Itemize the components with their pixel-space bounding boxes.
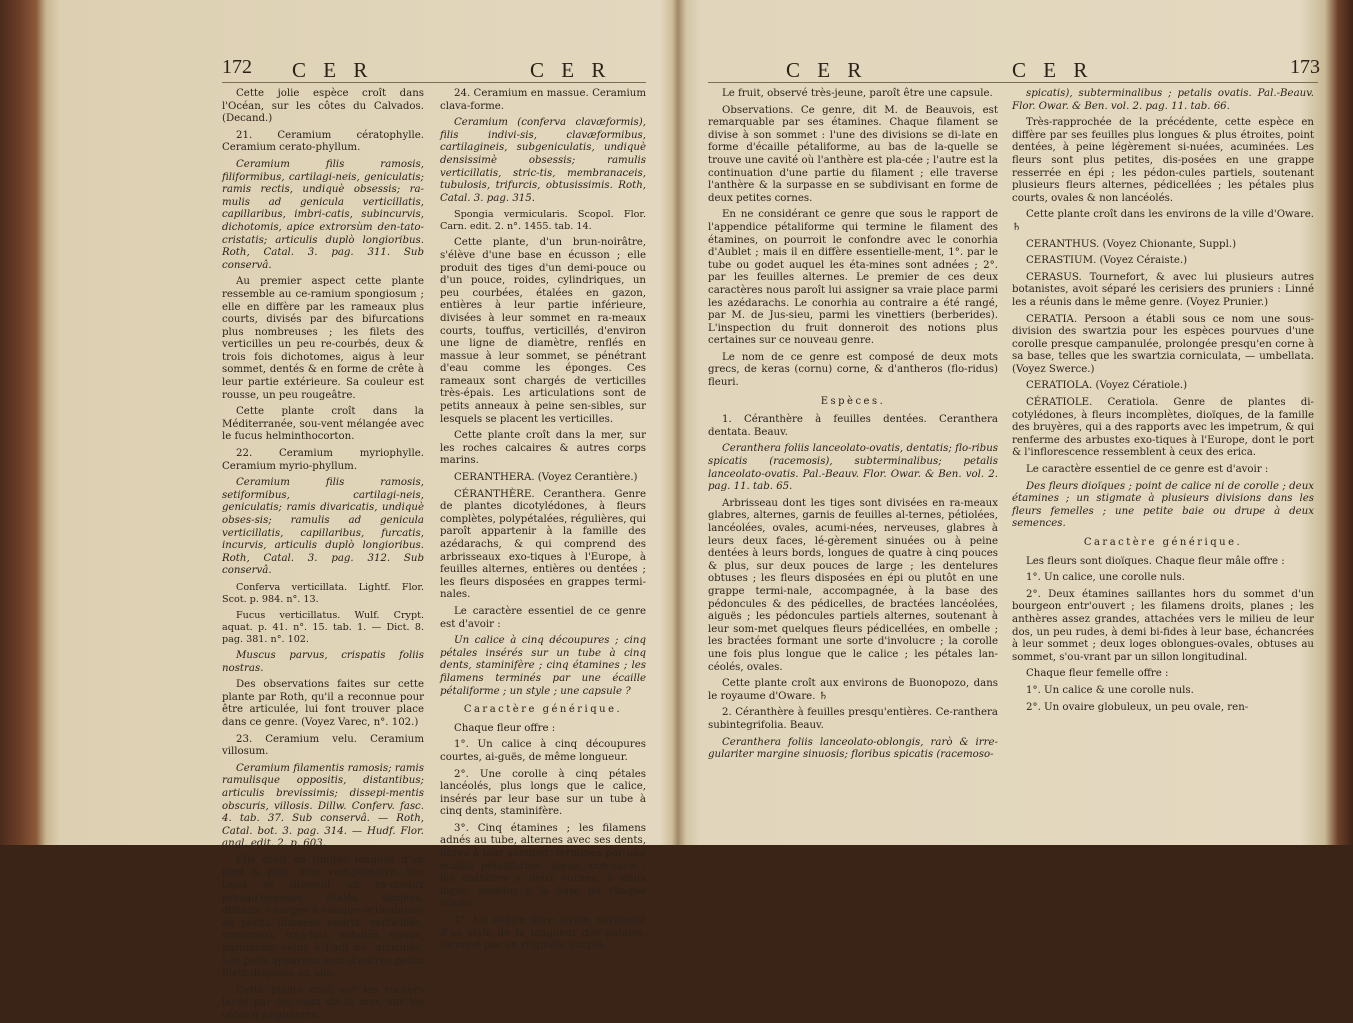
running-header: C E R bbox=[530, 58, 612, 82]
paragraph: 1°. Un calice & une corolle nuls. bbox=[1026, 684, 1194, 696]
text-column bbox=[1012, 88, 1314, 815]
paragraph: 1. Céranthère à feuilles dentées. Ceranthera dentata. Beauv. bbox=[708, 414, 998, 438]
running-header: C E R bbox=[292, 58, 374, 82]
paragraph: CERANTHERA. (Voyez Cerantière.) bbox=[454, 472, 638, 484]
paragraph: Conferva verticillata. Lightf. Flor. Scot. p. 984. n°. 13. bbox=[222, 581, 424, 605]
paragraph: Les fleurs sont dioïques. Chaque fleur mâle offre : bbox=[1026, 555, 1285, 567]
text-column bbox=[440, 88, 647, 952]
running-header: C E R bbox=[786, 58, 868, 82]
page-number: 173 bbox=[1290, 56, 1320, 78]
paragraph: 1°. Un calice à cinq découpures courtes, ai-guës, de même longueur. bbox=[440, 739, 646, 763]
paragraph: Muscus parvus, crispatis foliis nostras. bbox=[222, 649, 424, 674]
paragraph: 2. Céranthère à feuilles presqu'entières. Ce-ranthera subintegrifolia. Beauv. bbox=[708, 707, 998, 731]
paragraph: Observations. Ce genre, dit M. de Beauvois, est remarquable par ses étamines. Chaque filament se divise à son sommet : l'une des divisions se di-late en forme d'écaille pétaliforme, au bas de la-quelle se trouve une cavité où l'anthère est pla-cée ; l'autre est la continuation d'une partie du filament ; elle traverse l'anthère & la surpasse en se subdivisant en forme de deux petites cornes. bbox=[708, 104, 998, 204]
paragraph: CERASTIUM. (Voyez Céraiste.) bbox=[1026, 255, 1188, 267]
paragraph: Cette plante croît dans la Méditerranée, sou-vent mélangée avec le fucus helminthocorton. bbox=[222, 406, 424, 443]
paragraph: 2°. Un ovaire globuleux, un peu ovale, ren- bbox=[1026, 701, 1249, 713]
paragraph: 2°. Deux étamines saillantes hors du sommet d'un bourgeon entr'ouvert ; les filamens droits, planes ; les anthères assez grandes, attachées vers le milieu de leur dos, un peu rudes, à demi bi-fides à leur base, échancrées à leur sommet ; deux loges oblongues-ovales, obtuses au sommet, s'ou-vrant par un sillon longitudinal. bbox=[1012, 588, 1314, 663]
paragraph: Des fleurs dioïques ; point de calice ni de corolle ; deux étamines ; un stigmate à plusieurs divisions dans les fleurs femelles ; une petite baie ou drupe à deux semences. bbox=[1012, 480, 1314, 530]
paragraph: CERATIOLA. (Voyez Cératiole.) bbox=[1026, 380, 1188, 392]
paragraph: Ceramium (conferva clavæformis), filis indivi-sis, clavæformibus, cartilagineis, subgeniculatis, undiquè densissimè obsessis; ramulis verticillatis, stric-tis, membranaceis, tubulosis, trifurcis, obtusissimis. Roth, Catal. 3. pag. 315. bbox=[440, 117, 646, 204]
paragraph: 1°. Un calice, une corolle nuls. bbox=[1026, 572, 1185, 584]
paragraph: Chaque fleur femelle offre : bbox=[1026, 668, 1169, 680]
paragraph: Chaque fleur offre : bbox=[454, 722, 556, 734]
paragraph: 4°. Un ovaire libre, ovale, surmonté d'un style de la longueur des pétales, terminé par un stigmate simple. bbox=[440, 915, 646, 952]
right-page bbox=[680, 0, 1353, 845]
paragraph: Le caractère essentiel de ce genre est d'avoir : bbox=[1026, 464, 1269, 476]
paragraph: Espèces. bbox=[820, 395, 886, 407]
paragraph: Ceramium filis ramosis, setiformibus, cartilagi-neis, geniculatis; ramis divaricatis, undiquè obses-sis; ramulis ad genicula verticillatis, capillaribus, furcatis, incurvis, articulis duplò longioribus. Roth, Catal. 3. pag. 312. Sub conservâ. bbox=[222, 477, 424, 577]
paragraph: Cette plante croît dans les environs de la ville d'Oware. ♄ bbox=[1012, 209, 1314, 233]
paragraph: spicatis), subterminalibus ; petalis ovatis. Pal.-Beauv. Flor. Owar. & Ben. vol. 2. pag. 11. tab. 66. bbox=[1012, 88, 1314, 112]
paragraph: 21. Ceramium cératophylle. Ceramium cerato-phyllum. bbox=[222, 129, 424, 154]
paragraph: Spongia vermicularis. Scopol. Flor. Carn. edit. 2. n°. 1455. tab. 14. bbox=[440, 209, 646, 233]
paragraph: Cette plante croît sur les rochers lavés par les eaux de la mer, sur les côtes d'Angleterre. bbox=[222, 984, 424, 1021]
paragraph: Un calice à cinq découpures ; cinq pétales insérés sur un tube à cinq dents, staminifère ; cinq étamines ; les filamens terminés par une écaille pétaliforme ; un style ; une capsule ? bbox=[440, 635, 646, 697]
paragraph: Le fruit, observé très-jeune, paroît être une capsule. bbox=[722, 88, 993, 99]
paragraph: CERANTHUS. (Voyez Chionante, Suppl.) bbox=[1026, 238, 1237, 250]
paragraph: Fucus verticillatus. Wulf. Crypt. aquat. p. 41. n°. 15. tab. 1. — Dict. 8. pag. 381. n°. 102. bbox=[222, 609, 424, 645]
paragraph: CERATIA. Persoon a établi sous ce nom une sous-division des swartzia pour les espèces pourvues d'une corolle presque campanulée, prolongée presqu'en corne à sa base, telles que les swartzia corniculata, — umbellata. (Voyez Swerce.) bbox=[1012, 313, 1314, 375]
paragraph: 2°. Une corolle à cinq pétales lancéolés, plus longs que le calice, insérés par leur base sur un tube à cinq dents, staminifère. bbox=[440, 768, 646, 818]
paragraph: Le nom de ce genre est composé de deux mots grecs, de keras (cornu) corne, & d'antheros (flo-ridus) fleuri. bbox=[708, 351, 998, 389]
paragraph: 24. Ceramium en massue. Ceramium clava-forme. bbox=[440, 88, 646, 112]
paragraph: Caractère générique. bbox=[463, 704, 623, 716]
paragraph: CERASUS. Tournefort, & avec lui plusieurs autres botanistes, avoit séparé les cerisiers des pruniers : Linné les a réunis dans le même genre. (Voyez Prunier.) bbox=[1012, 271, 1314, 308]
paragraph: Ceranthera foliis lanceolato-ovatis, dentatis; flo-ribus spicatis (racemosis), subterminalibus; petalis lanceolato-ovatis. Pal.-Beauv. Flor. Owar. & Ben. vol. 2. pag. 11. tab. 65. bbox=[708, 443, 998, 493]
paragraph: Caractère générique. bbox=[1083, 537, 1243, 548]
paragraph: Le caractère essentiel de ce genre est d'avoir : bbox=[440, 605, 646, 630]
paragraph: 3°. Cinq étamines ; les filamens adnés au tube, alternes avec ses dents, libres à leur sommet, terminés par une écaille pétaliforme, aiguë, con-cave ; les anthères à deux cornes, à deux loges, sessiles à la base de chaque écaille. bbox=[440, 822, 646, 910]
paragraph: Ceramium filis ramosis, filiformibus, cartilagi-neis, geniculatis; ramis rectis, undiquè obsessis; ra-mulis ad genicula verticillatis, capillaribus, imbri-catis, subincurvis, dichotomis, apice extrorsùm den-tato-cristatis; articulis duplò longioribus. Roth, Catal. 3. pag. 311. Sub conservâ. bbox=[222, 158, 424, 271]
paragraph: Cette jolie espèce croît dans l'Océan, sur les côtes du Calvados. (Decand.) bbox=[222, 88, 424, 125]
paragraph: En ne considérant ce genre que sous le rapport de l'appendice pétaliforme qui termine le filament des étamines, on pourroit le confondre avec le conorhia d'Aublet ; mais il en diffère essentielle-ment, 1°. par le tube ou godet auquel les éta-mines sont adnées ; 2°. par les feuilles alternes. Le premier de ces deux caractères nous paroît lui assigner sa vraie place parmi les azédarachs. Le conorhia au contraire a été rangé, par M. de Jus-sieu, parmi les vinettiers (berberides). L'inspection du fruit donneroit des notions plus certaines sur ce nouveau genre. bbox=[708, 209, 998, 347]
paragraph: Ceranthera foliis lanceolato-oblongis, rarò & irre-gulariter margine sinuosis; floribus spicatis (racemoso- bbox=[708, 736, 998, 761]
paragraph: Au premier aspect cette plante ressemble au ce-ramium spongiosum ; elle en diffère par les rameaux plus courts, divisés par des bifurcations plus nombreuses ; les filets des verticilles un peu re-courbés, deux & trois fois dichotomes, aigus à leur sommet, dentés & en forme de crête à leur partie extérieure. Sa couleur est rousse, un peu rougeâtre. bbox=[222, 276, 424, 401]
paragraph: Cette plante croît dans la mer, sur les roches calcaires & autres corps marins. bbox=[440, 430, 646, 467]
paragraph: Cette plante croît aux environs de Buonopozo, dans le royaume d'Oware. ♄ bbox=[708, 678, 998, 702]
paragraph: Cette plante, d'un brun-noirâtre, s'élève d'une base en écusson ; elle produit des tiges d'un demi-pouce ou d'un pouce, roides, cylindriques, un peu courbées, étalées en gazon, entières à leur partie inférieure, divisées à leur sommet en ra-meaux courts, touffus, verticillés, d'environ une ligne de diamètre, renflés en massue à leur sommet, se pénétrant d'eau comme les éponges. Ces rameaux sont chargés de verticilles très-épais. Les articulations sont de petits anneaux à peine sen-sibles, sur lesquels se placent les verticilles. bbox=[440, 237, 646, 425]
running-header: C E R bbox=[1012, 58, 1094, 82]
paragraph: 23. Ceramium velu. Ceramium villosum. bbox=[222, 733, 424, 758]
paragraph: Des observations faites sur cette plante par Roth, qu'il a reconnue pour être articulée, lui font trouver place dans ce genre. (Voyez Varec, n°. 102.) bbox=[222, 679, 424, 728]
paragraph: Elle croît en touffes longues d'un pied & plus, d'un vert-jaunâtre. Ses tiges se divisent en ra-meaux presqu'opposés, étalés, simples, distans, chargés à chaque articulation de petits filamens courts, verticillés, nombreux, très-fins, subulés, égaux, paroissant velus à l'œil nu, articulés. Les poils apparens sont d'autres petits filets disposés en aile. bbox=[222, 854, 424, 980]
paragraph: 22. Ceramium myriophylle. Ceramium myrio-phyllum. bbox=[222, 448, 424, 472]
paragraph: Ceramium filamentis ramosis; ramis ramulisque oppositis, distantibus; articulis brevissimis; dissepi-mentis obscuris, villosis. Dillw. Conferv. fasc. 4. tab. 37. Sub conservâ. — Roth, Catal. bot. 3. pag. 314. — Hudf. Flor. angl. edit. 2. p. 603. bbox=[222, 762, 424, 850]
paragraph: Très-rapprochée de la précédente, cette espèce en diffère par ses feuilles plus longues & plus étroites, point dentées, à peine légèrement si-nuées, acuminées. Les fleurs sont plus petites, dis-posées en une grappe resserrée en épi ; les pédon-cules partiels, soutenant plusieurs fleurs alternes, pédicellées ; les pétales plus courts, ovales & non lancéolés. bbox=[1012, 117, 1314, 204]
page-number: 172 bbox=[222, 56, 252, 78]
paragraph: Arbrisseau dont les tiges sont divisées en ra-meaux glabres, alternes, garnis de feuilles al-ternes, pétiolées, lancéolées, ovales, acumi-nées, nerveuses, glabres à leurs deux faces, lé-gèrement sinuées ou à peine dentées à leurs bords, longues de quatre à cinq pouces & plus, sur deux pouces de large ; les dentelures obtuses ; les fleurs disposées en épi ou plutôt en une grappe termi-nale, accompagnée, à la base des pédoncules & des pédicelles, de bractées lancéolées, aiguës ; les pédoncules partiels alternes, soutenant à leur som-met quelques fleurs pédicellées, en ombelle ; les bractées formant une sorte d'involucre ; la corolle une fois plus longue que le calice ; les pétales lan-céolés, ovales. bbox=[708, 497, 998, 673]
paragraph: CÉRATIOLE. Ceratiola. Genre de plantes di-cotylédones, à fleurs incomplètes, dioïques, de la famille des bruyères, qui a des rapports avec les impetrum, & qui renferme des arbustes exo-tiques à l'Europe, dont le port & l'inflorescence ressemblent à ceux des erica. bbox=[1012, 397, 1314, 459]
text-column bbox=[222, 88, 424, 1021]
header-rule bbox=[708, 82, 1318, 83]
header-rule bbox=[222, 82, 646, 83]
paragraph: CÉRANTHÈRE. Ceranthera. Genre de plantes dicotylédones, à fleurs complètes, polypétalées, régulières, qui paroît appartenir à la famille des azédarachs, & qui comprend des arbrisseaux exo-tiques à l'Europe, à feuilles alternes, entières ou dentées ; les fleurs disposées en grappes termi-nales. bbox=[440, 488, 647, 601]
text-column bbox=[708, 88, 998, 815]
